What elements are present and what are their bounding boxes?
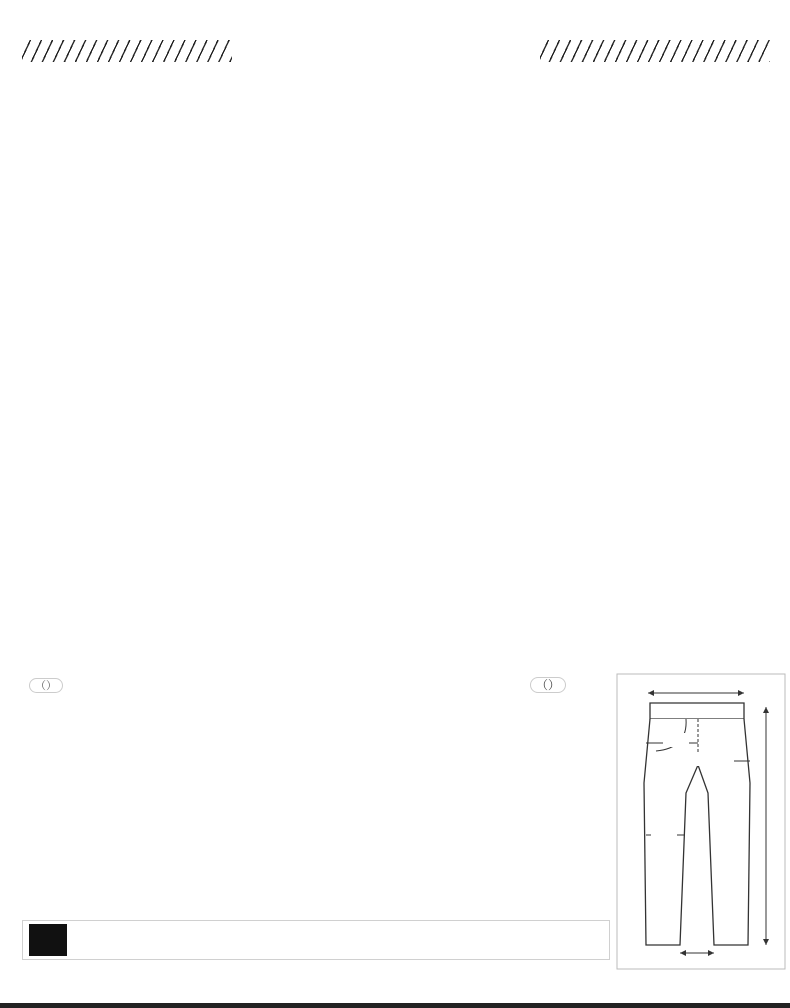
product-size-heading <box>26 674 63 693</box>
unit-value: （） <box>530 677 566 693</box>
title-hatch-right <box>540 40 770 62</box>
title-hatch-left <box>22 40 232 62</box>
pants-waistband <box>650 703 744 719</box>
tip-badge <box>29 924 67 956</box>
product-size-note: （） <box>29 678 63 693</box>
tip-box <box>22 920 610 960</box>
unit-heading <box>530 674 566 693</box>
bottom-divider <box>0 1003 790 1008</box>
pants-diagram <box>616 673 786 970</box>
